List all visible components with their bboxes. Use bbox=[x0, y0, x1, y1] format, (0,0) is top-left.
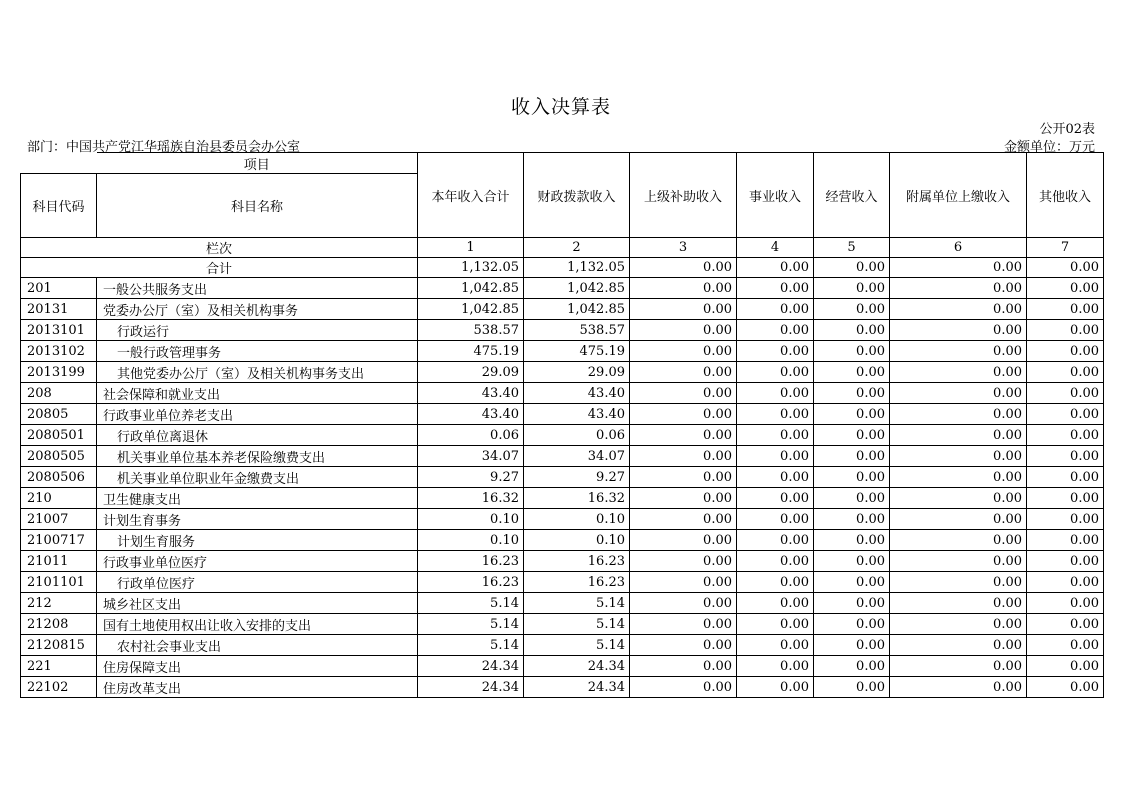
subject-code: 2013101 bbox=[21, 320, 97, 341]
total-value: 1,132.05 bbox=[418, 258, 524, 278]
amount-cell: 5.14 bbox=[418, 614, 524, 635]
amount-cell: 0.00 bbox=[630, 404, 737, 425]
col-header-other: 其他收入 bbox=[1027, 153, 1104, 238]
amount-cell: 0.00 bbox=[1027, 341, 1104, 362]
amount-cell: 0.00 bbox=[814, 404, 890, 425]
header-item: 项目 bbox=[97, 153, 418, 174]
amount-cell: 0.00 bbox=[737, 509, 814, 530]
amount-cell: 0.00 bbox=[737, 593, 814, 614]
amount-cell: 0.00 bbox=[890, 530, 1027, 551]
subject-code: 2080505 bbox=[21, 446, 97, 467]
subject-code: 201 bbox=[21, 278, 97, 299]
amount-cell: 0.00 bbox=[1027, 635, 1104, 656]
subject-code: 20131 bbox=[21, 299, 97, 320]
amount-cell: 0.10 bbox=[524, 509, 630, 530]
col-header-operating: 经营收入 bbox=[814, 153, 890, 238]
amount-cell: 0.00 bbox=[890, 467, 1027, 488]
amount-cell: 0.00 bbox=[890, 656, 1027, 677]
subject-name: 社会保障和就业支出 bbox=[97, 383, 418, 404]
amount-cell: 0.00 bbox=[1027, 677, 1104, 698]
subject-code: 20805 bbox=[21, 404, 97, 425]
subject-code: 210 bbox=[21, 488, 97, 509]
subject-code: 2013102 bbox=[21, 341, 97, 362]
subject-code: 21208 bbox=[21, 614, 97, 635]
subject-name: 国有土地使用权出让收入安排的支出 bbox=[97, 614, 418, 635]
amount-cell: 29.09 bbox=[524, 362, 630, 383]
amount-cell: 0.00 bbox=[737, 425, 814, 446]
amount-cell: 0.00 bbox=[630, 299, 737, 320]
amount-cell: 34.07 bbox=[418, 446, 524, 467]
total-value: 0.00 bbox=[630, 258, 737, 278]
table-row bbox=[21, 530, 1104, 551]
amount-cell: 0.00 bbox=[814, 656, 890, 677]
amount-cell: 1,042.85 bbox=[524, 278, 630, 299]
amount-cell: 9.27 bbox=[524, 467, 630, 488]
amount-cell: 0.00 bbox=[814, 551, 890, 572]
amount-cell: 0.10 bbox=[418, 509, 524, 530]
amount-cell: 0.00 bbox=[890, 383, 1027, 404]
subject-name: 农村社会事业支出 bbox=[97, 635, 418, 656]
amount-cell: 0.00 bbox=[890, 509, 1027, 530]
table-row bbox=[21, 509, 1104, 530]
amount-cell: 0.00 bbox=[890, 593, 1027, 614]
amount-cell: 43.40 bbox=[418, 404, 524, 425]
amount-cell: 0.00 bbox=[1027, 383, 1104, 404]
table-row bbox=[21, 362, 1104, 383]
total-value: 0.00 bbox=[814, 258, 890, 278]
subject-name: 卫生健康支出 bbox=[97, 488, 418, 509]
col-header-superior: 上级补助收入 bbox=[630, 153, 737, 238]
amount-cell: 1,042.85 bbox=[418, 278, 524, 299]
amount-cell: 0.00 bbox=[737, 677, 814, 698]
table-row bbox=[21, 635, 1104, 656]
amount-cell: 0.00 bbox=[1027, 488, 1104, 509]
total-value: 1,132.05 bbox=[524, 258, 630, 278]
amount-cell: 475.19 bbox=[418, 341, 524, 362]
amount-cell: 0.00 bbox=[630, 656, 737, 677]
col-header-total: 本年收入合计 bbox=[418, 153, 524, 238]
table-row bbox=[21, 656, 1104, 677]
amount-cell: 0.00 bbox=[890, 404, 1027, 425]
col-header-business: 事业收入 bbox=[737, 153, 814, 238]
amount-cell: 0.00 bbox=[630, 488, 737, 509]
subject-code: 22102 bbox=[21, 677, 97, 698]
amount-cell: 0.00 bbox=[630, 593, 737, 614]
total-value: 0.00 bbox=[737, 258, 814, 278]
amount-cell: 16.23 bbox=[524, 572, 630, 593]
amount-cell: 43.40 bbox=[524, 383, 630, 404]
subject-name: 住房改革支出 bbox=[97, 677, 418, 698]
amount-cell: 0.00 bbox=[890, 677, 1027, 698]
amount-cell: 0.00 bbox=[890, 299, 1027, 320]
subject-code: 212 bbox=[21, 593, 97, 614]
subject-name: 行政单位医疗 bbox=[97, 572, 418, 593]
amount-cell: 29.09 bbox=[418, 362, 524, 383]
amount-cell: 0.00 bbox=[814, 488, 890, 509]
amount-cell: 0.00 bbox=[737, 551, 814, 572]
table-row bbox=[21, 341, 1104, 362]
amount-cell: 0.00 bbox=[1027, 656, 1104, 677]
header-blank bbox=[21, 153, 97, 174]
index-cell: 7 bbox=[1027, 238, 1104, 258]
subject-name: 机关事业单位基本养老保险缴费支出 bbox=[97, 446, 418, 467]
index-cell: 6 bbox=[890, 238, 1027, 258]
subject-code: 2080501 bbox=[21, 425, 97, 446]
amount-cell: 0.00 bbox=[1027, 425, 1104, 446]
amount-cell: 0.00 bbox=[814, 425, 890, 446]
subject-name: 计划生育事务 bbox=[97, 509, 418, 530]
table-row bbox=[21, 278, 1104, 299]
amount-cell: 0.00 bbox=[1027, 551, 1104, 572]
amount-cell: 43.40 bbox=[418, 383, 524, 404]
index-cell: 5 bbox=[814, 238, 890, 258]
amount-cell: 0.00 bbox=[630, 677, 737, 698]
amount-cell: 24.34 bbox=[418, 656, 524, 677]
amount-cell: 0.00 bbox=[814, 341, 890, 362]
amount-cell: 0.00 bbox=[1027, 299, 1104, 320]
amount-cell: 0.00 bbox=[630, 362, 737, 383]
table-row bbox=[21, 488, 1104, 509]
amount-cell: 538.57 bbox=[524, 320, 630, 341]
amount-cell: 0.00 bbox=[814, 383, 890, 404]
amount-cell: 0.00 bbox=[737, 467, 814, 488]
amount-cell: 0.00 bbox=[737, 383, 814, 404]
amount-cell: 0.00 bbox=[890, 341, 1027, 362]
amount-cell: 0.00 bbox=[737, 320, 814, 341]
amount-cell: 0.00 bbox=[814, 614, 890, 635]
amount-cell: 0.00 bbox=[737, 299, 814, 320]
index-cell: 2 bbox=[524, 238, 630, 258]
table-header bbox=[21, 153, 1104, 258]
amount-cell: 0.00 bbox=[1027, 572, 1104, 593]
subject-name: 行政单位离退休 bbox=[97, 425, 418, 446]
amount-cell: 0.00 bbox=[630, 278, 737, 299]
amount-cell: 0.00 bbox=[630, 551, 737, 572]
amount-cell: 0.00 bbox=[630, 425, 737, 446]
total-row bbox=[21, 258, 1104, 278]
amount-cell: 0.00 bbox=[630, 383, 737, 404]
subject-code: 2080506 bbox=[21, 467, 97, 488]
amount-cell: 0.00 bbox=[814, 509, 890, 530]
amount-cell: 0.00 bbox=[737, 446, 814, 467]
amount-cell: 16.32 bbox=[418, 488, 524, 509]
table-row bbox=[21, 677, 1104, 698]
amount-cell: 5.14 bbox=[524, 614, 630, 635]
subject-name: 计划生育服务 bbox=[97, 530, 418, 551]
report-title: 收入决算表 bbox=[510, 96, 611, 118]
amount-cell: 0.00 bbox=[890, 572, 1027, 593]
amount-cell: 0.00 bbox=[890, 488, 1027, 509]
amount-cell: 0.00 bbox=[1027, 362, 1104, 383]
amount-cell: 0.00 bbox=[1027, 530, 1104, 551]
amount-cell: 1,042.85 bbox=[418, 299, 524, 320]
amount-cell: 0.00 bbox=[630, 530, 737, 551]
table-row bbox=[21, 383, 1104, 404]
table-row bbox=[21, 320, 1104, 341]
col-header-name: 科目名称 bbox=[97, 174, 418, 238]
amount-cell: 0.00 bbox=[630, 614, 737, 635]
amount-cell: 0.00 bbox=[814, 299, 890, 320]
amount-cell: 0.00 bbox=[890, 362, 1027, 383]
amount-cell: 0.00 bbox=[890, 635, 1027, 656]
table-row bbox=[21, 404, 1104, 425]
subject-name: 其他党委办公厅（室）及相关机构事务支出 bbox=[97, 362, 418, 383]
amount-cell: 0.00 bbox=[1027, 614, 1104, 635]
subject-name: 一般公共服务支出 bbox=[97, 278, 418, 299]
subject-name: 行政事业单位养老支出 bbox=[97, 404, 418, 425]
amount-cell: 9.27 bbox=[418, 467, 524, 488]
amount-cell: 0.00 bbox=[890, 320, 1027, 341]
amount-cell: 0.00 bbox=[1027, 278, 1104, 299]
subject-code: 2013199 bbox=[21, 362, 97, 383]
index-cell: 3 bbox=[630, 238, 737, 258]
amount-cell: 0.00 bbox=[890, 614, 1027, 635]
amount-cell: 0.00 bbox=[630, 572, 737, 593]
amount-cell: 5.14 bbox=[524, 593, 630, 614]
subject-name: 住房保障支出 bbox=[97, 656, 418, 677]
income-statement-table bbox=[20, 152, 1104, 698]
subject-name: 一般行政管理事务 bbox=[97, 341, 418, 362]
subject-code: 208 bbox=[21, 383, 97, 404]
amount-cell: 0.06 bbox=[418, 425, 524, 446]
col-header-fiscal: 财政拨款收入 bbox=[524, 153, 630, 238]
amount-cell: 0.00 bbox=[737, 635, 814, 656]
amount-cell: 5.14 bbox=[418, 593, 524, 614]
table-row bbox=[21, 572, 1104, 593]
col-header-affiliated: 附属单位上缴收入 bbox=[890, 153, 1027, 238]
subject-code: 2101101 bbox=[21, 572, 97, 593]
amount-cell: 0.00 bbox=[630, 467, 737, 488]
amount-cell: 16.32 bbox=[524, 488, 630, 509]
table-row bbox=[21, 425, 1104, 446]
amount-cell: 0.00 bbox=[1027, 593, 1104, 614]
subject-name: 城乡社区支出 bbox=[97, 593, 418, 614]
amount-cell: 0.00 bbox=[630, 509, 737, 530]
amount-cell: 1,042.85 bbox=[524, 299, 630, 320]
subject-name: 机关事业单位职业年金缴费支出 bbox=[97, 467, 418, 488]
amount-cell: 0.00 bbox=[1027, 446, 1104, 467]
amount-cell: 0.00 bbox=[814, 278, 890, 299]
amount-cell: 0.00 bbox=[890, 278, 1027, 299]
amount-cell: 0.00 bbox=[890, 446, 1027, 467]
amount-cell: 0.00 bbox=[630, 320, 737, 341]
amount-cell: 43.40 bbox=[524, 404, 630, 425]
amount-cell: 0.00 bbox=[1027, 320, 1104, 341]
table-row bbox=[21, 299, 1104, 320]
amount-unit-label: 金额单位：万元 bbox=[1003, 140, 1095, 155]
amount-cell: 34.07 bbox=[524, 446, 630, 467]
subject-name: 行政运行 bbox=[97, 320, 418, 341]
amount-cell: 538.57 bbox=[418, 320, 524, 341]
total-value: 0.00 bbox=[890, 258, 1027, 278]
index-label: 栏次 bbox=[21, 238, 418, 258]
table-row bbox=[21, 467, 1104, 488]
amount-cell: 0.00 bbox=[814, 362, 890, 383]
subject-code: 221 bbox=[21, 656, 97, 677]
amount-cell: 0.00 bbox=[814, 320, 890, 341]
index-cell: 1 bbox=[418, 238, 524, 258]
table-row bbox=[21, 446, 1104, 467]
amount-cell: 5.14 bbox=[418, 635, 524, 656]
amount-cell: 16.23 bbox=[524, 551, 630, 572]
amount-cell: 0.00 bbox=[890, 551, 1027, 572]
amount-cell: 0.00 bbox=[814, 677, 890, 698]
subject-code: 2100717 bbox=[21, 530, 97, 551]
amount-cell: 24.34 bbox=[418, 677, 524, 698]
subject-name: 行政事业单位医疗 bbox=[97, 551, 418, 572]
amount-cell: 0.00 bbox=[1027, 404, 1104, 425]
amount-cell: 0.00 bbox=[630, 635, 737, 656]
index-cell: 4 bbox=[737, 238, 814, 258]
subject-code: 21007 bbox=[21, 509, 97, 530]
amount-cell: 0.00 bbox=[737, 341, 814, 362]
table-row bbox=[21, 614, 1104, 635]
amount-cell: 16.23 bbox=[418, 572, 524, 593]
amount-cell: 0.00 bbox=[737, 278, 814, 299]
amount-cell: 0.00 bbox=[814, 467, 890, 488]
amount-cell: 0.00 bbox=[737, 488, 814, 509]
table-body bbox=[21, 258, 1104, 698]
table-row bbox=[21, 551, 1104, 572]
amount-cell: 0.00 bbox=[737, 614, 814, 635]
amount-cell: 0.10 bbox=[418, 530, 524, 551]
subject-code: 21011 bbox=[21, 551, 97, 572]
amount-cell: 0.00 bbox=[737, 656, 814, 677]
amount-cell: 0.00 bbox=[1027, 509, 1104, 530]
subject-code: 2120815 bbox=[21, 635, 97, 656]
col-header-code: 科目代码 bbox=[21, 174, 97, 238]
amount-cell: 0.00 bbox=[890, 425, 1027, 446]
amount-cell: 0.00 bbox=[814, 635, 890, 656]
amount-cell: 0.00 bbox=[1027, 467, 1104, 488]
amount-cell: 0.00 bbox=[737, 530, 814, 551]
amount-cell: 0.00 bbox=[814, 446, 890, 467]
amount-cell: 0.00 bbox=[814, 530, 890, 551]
total-label: 合计 bbox=[21, 258, 418, 278]
amount-cell: 0.00 bbox=[630, 446, 737, 467]
form-number: 公开02表 bbox=[1039, 122, 1095, 137]
amount-cell: 0.00 bbox=[737, 362, 814, 383]
amount-cell: 0.06 bbox=[524, 425, 630, 446]
amount-cell: 5.14 bbox=[524, 635, 630, 656]
amount-cell: 0.10 bbox=[524, 530, 630, 551]
amount-cell: 475.19 bbox=[524, 341, 630, 362]
amount-cell: 24.34 bbox=[524, 656, 630, 677]
amount-cell: 0.00 bbox=[737, 404, 814, 425]
department-label: 部门：中国共产党江华瑶族自治县委员会办公室 bbox=[27, 140, 301, 155]
total-value: 0.00 bbox=[1027, 258, 1104, 278]
amount-cell: 0.00 bbox=[737, 572, 814, 593]
amount-cell: 16.23 bbox=[418, 551, 524, 572]
table-row bbox=[21, 593, 1104, 614]
amount-cell: 24.34 bbox=[524, 677, 630, 698]
amount-cell: 0.00 bbox=[630, 341, 737, 362]
amount-cell: 0.00 bbox=[814, 572, 890, 593]
amount-cell: 0.00 bbox=[814, 593, 890, 614]
subject-name: 党委办公厅（室）及相关机构事务 bbox=[97, 299, 418, 320]
